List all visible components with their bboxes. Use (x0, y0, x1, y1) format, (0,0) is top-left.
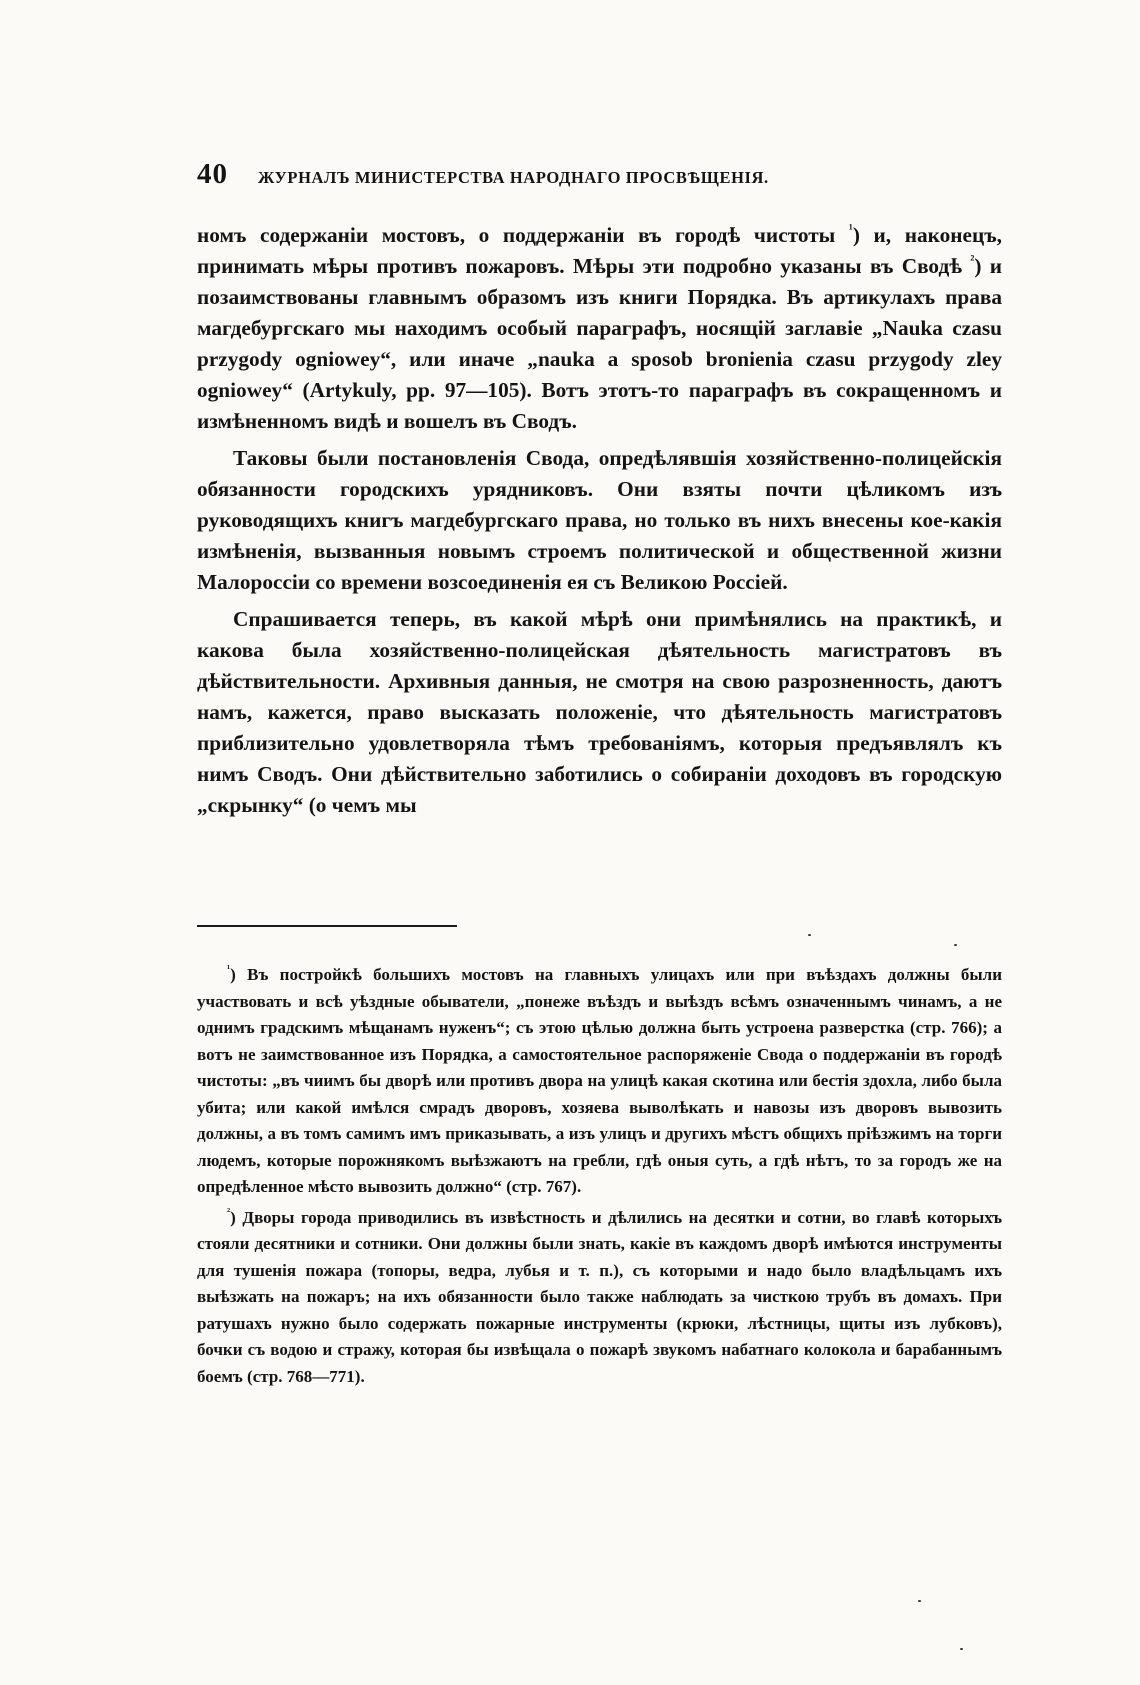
running-header (197, 158, 922, 191)
footnote-2 (197, 1205, 1002, 1391)
footnote-ref-1: ¹ (848, 220, 853, 236)
paragraph-2: Таковы были постановленія Свода, опредѣлявшія хозяйственно-полицейскія обязанности городскихъ урядниковъ. Они взяты почти цѣликомъ изъ руководящихъ книгъ магдебургскаго права, но только въ нихъ внесены кое-какія измѣненія, вызванныя новымъ строемъ политической и общественной жизни Малороссіи со времени возсоединенія ея съ Великою Россіей. (197, 446, 1002, 594)
main-text (197, 220, 1002, 821)
running-title: ЖУРНАЛЪ МИНИСТЕРСТВА НАРОДНАГО ПРОСВѢЩЕНІЯ. (258, 168, 769, 187)
footnote-2-text: ) Дворы города приводились въ извѣстность и дѣлились на десятки и сотни, во главѣ которыхъ стояли десятники и сотники. Они должны были знать, какіе въ каждомъ дворѣ имѣются инструменты для тушенія пожара (топоры, ведра, лубья и т. п.), съ которыми и надо было владѣльцамъ ихъ выѣзжать на пожаръ; на ихъ обязанности было также наблюдать за чисткою трубъ въ домахъ. При ратушахъ нужно было содержать пожарные инструменты (крюки, лѣстницы, щиты изъ лубковъ), бочки съ водою и стражу, которая бы извѣщала о пожарѣ звукомъ набатнаго колокола и барабаннымъ боемъ (стр. 768—771). (197, 1207, 1002, 1386)
print-speck (918, 1600, 921, 1602)
footnote-1 (197, 962, 1002, 1201)
footnote-1-marker: ¹ (227, 964, 231, 976)
paragraph-1 (197, 220, 1002, 437)
footnote-1-text: ) Въ постройкѣ большихъ мостовъ на главныхъ улицахъ или при въѣздахъ должны были участвовать и всѣ уѣздные обыватели, „понеже въѣздъ и выѣздъ всѣмъ означеннымъ чинамъ, а не однимъ градскимъ мѣщанамъ нуженъ“; съ этою цѣлью должна быть устроена разверстка (стр. 766); а вотъ не заимствованное изъ Порядка, а самостоятельное распоряженіе Свода о поддержаніи въ городѣ чистоты: „въ чиимъ бы дворѣ или противъ двора на улицѣ какая скотина или бестія здохла, либо была убита; или какой имѣлся смрадъ дворовъ, хозяева выволѣкать и навозы изъ дворовъ вывозить должны, а въ томъ самимъ имъ приказывать, а изъ улицъ и другихъ мѣстъ общихъ пріѣзжимъ на торги людемъ, которые порожнякомъ выѣзжаютъ на гребли, гдѣ оныя суть, а гдѣ нѣтъ, то за городъ же на опредѣленное мѣсто вывозить должно“ (стр. 767). (197, 965, 1002, 1196)
paragraph-1-part-c: ) и позаимствованы главнымъ образомъ изъ книги Порядка. Въ артикулахъ права магдебургскаго мы находимъ особый параграфъ, носящій заглавіе „Nauka czasu przygody ogniowey“, или иначе „nauka a sposob bronienia czasu przygody zley ogniowey“ (Artykuly, pp. 97—105). Вотъ этотъ-то параграфъ въ сокращенномъ и измѣненномъ видѣ и вошелъ въ Сводъ. (197, 254, 1002, 433)
print-speck (954, 944, 957, 946)
footnote-ref-2: ² (970, 251, 975, 267)
page-number: 40 (197, 158, 228, 190)
footnote-divider (197, 925, 457, 927)
print-speck (808, 934, 811, 936)
print-speck (960, 1648, 963, 1650)
footnotes (197, 962, 1002, 1390)
footnote-2-marker: ² (227, 1206, 231, 1218)
paragraph-1-part-b: ) и, наконецъ, принимать мѣры противъ пожаровъ. Мѣры эти подробно указаны въ Сводѣ (197, 223, 1002, 278)
paragraph-1-part-a: номъ содержаніи мостовъ, о поддержаніи въ городѣ чистоты (197, 223, 849, 247)
paragraph-3: Спрашивается теперь, въ какой мѣрѣ они примѣнялись на практикѣ, и какова была хозяйственно-полицейская дѣятельность магистратовъ въ дѣйствительности. Архивныя данныя, не смотря на свою разрозненность, даютъ намъ, кажется, право высказать положеніе, что дѣятельность магистратовъ приблизительно удовлетворяла тѣмъ требованіямъ, которыя предъявлялъ къ нимъ Сводъ. Они дѣйствительно заботились о собираніи доходовъ въ городскую „скрынку“ (о чемъ мы (197, 607, 1002, 817)
